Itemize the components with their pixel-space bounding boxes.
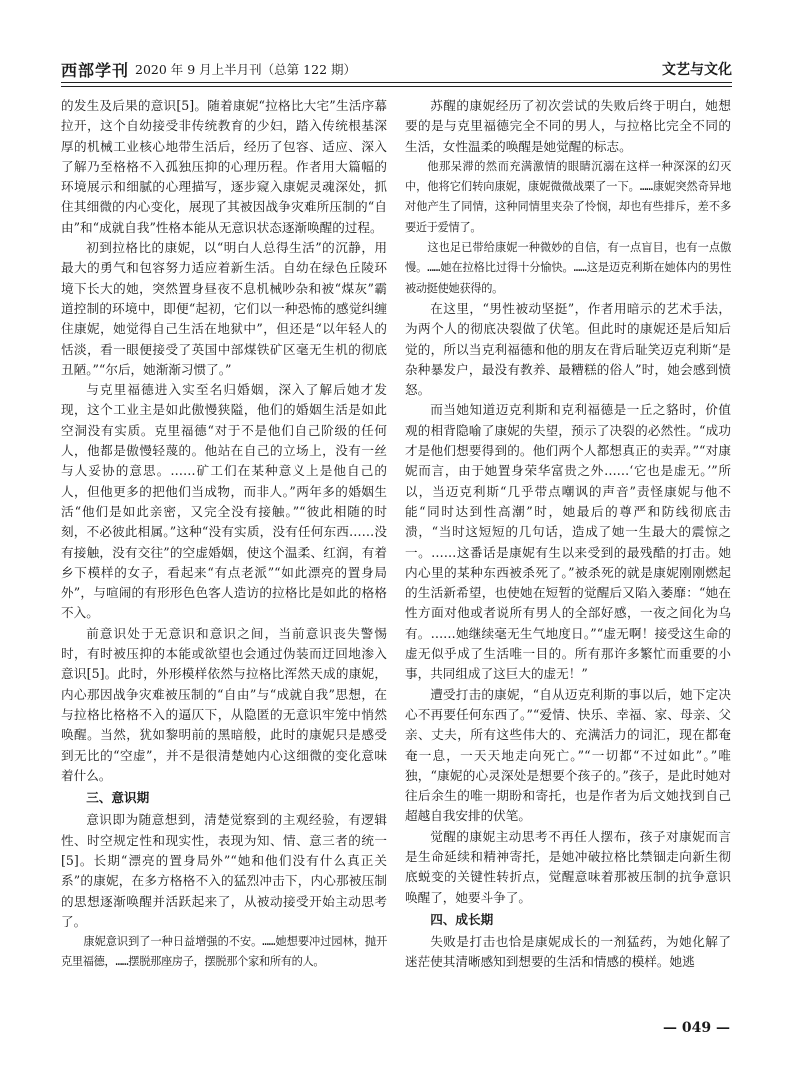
body-paragraph: 的发生及后果的意识[5]。随着康妮“拉格比大宅”生活序幕拉开，这个自幼接受非传统教育的少妇，踏入传统根基深厚的机械工业核心地带生活后，经历了包容、适应、深入了解乃至格格不入孤独压抑的心理历程。作者用大篇幅的环境展示和细腻的心理描写，逐步窥入康妮灵魂深处，抓住其细微的内心变化，展现了其被因战争灾难所压制的“自由”和“成就自我”性格本能从无意识状态逐渐唤醒的过程。: [61, 98, 387, 235]
header-rule-thin: [61, 86, 732, 87]
body-paragraph: 在这里，“男性被动坚挺”，作者用暗示的艺术手法，为两个人的彻底决裂做了伏笔。但此时的康妮还是后知后觉的，所以当克利福德和他的朋友在背后耻笑迈克利斯“是杂种暴发户，最没有教养、最糟糕的俗人”时，她会感到愤怒。: [405, 300, 731, 398]
issue-info: 2020 年 9 月上半月刊（总第 122 期）: [135, 62, 356, 77]
body-paragraph: 前意识处于无意识和意识之间，当前意识丧失警惕时，有时被压抑的本能或欲望也会通过伪装而迂回地渗入意识[5]。此时，外形模样依然与拉格比浑然天成的康妮，内心那因战争灾难被压制的“自由”与“成就自我”思想，在与拉格比格格不入的逼仄下，从隐匿的无意识牢笼中悄然唤醒。当然，犹如黎明前的黑暗般，此时的康妮只是感受到无比的“空虚”，并不是很清楚她内心这细微的变化意味着什么。: [61, 625, 387, 783]
section-heading: 三、意识期: [86, 790, 150, 806]
body-paragraph: 意识即为随意想到，清楚觉察到的主观经验，有逻辑性、时空规定性和现实性，表现为知、情、意三者的统一[5]。长期“漂亮的置身局外”“她和他们没有什么真正关系”的康妮，在多方格格不入的猛烈冲击下，内心那被压制的思想逐渐唤醒并活跃起来了，从被动接受开始主动思考了。: [61, 812, 387, 929]
body-paragraph: 初到拉格比的康妮，以“明白人总得生活”的沉静，用最大的勇气和包容努力适应着新生活。自幼在绿色丘陵环境下长大的她，突然置身昼夜不息机械吵杂和被“煤灰”霸道控制的环境中，即便“起初，它们以一种恐怖的感觉纠缠住康妮，她觉得自己生活在地狱中”，但还是“以年轻人的恬淡，看一眼便接受了英国中部煤铁矿区毫无生机的彻底丑陋。”“尔后，她渐渐习惯了。”: [61, 240, 387, 377]
body-paragraph: 与克里福德进入实至名归婚姻，深入了解后她才发现，这个工业主是如此傲慢狭隘，他们的婚姻生活是如此空洞没有实质。克里福德“对于不是他们自己阶级的任何人，他都是傲慢轻蔑的。他站在自己的立场上，没有一丝与人妥协的意思。……矿工们在某种意义上是他自己的人，但他更多的把他们当成物，而非人。”两年多的婚姻生活“他们是如此亲密，又完全没有接触。”“彼此相随的时刻，不必彼此相属。”这种“没有实质，没有任何东西……没有接触，没有交往”的空虚婚姻，使这个温柔、红润，有着乡下模样的女子，看起来“有点老派”“如此漂亮的置身局外”，与喧闹的有形形色色客人造访的拉格比是如此的格格不入。: [61, 382, 387, 621]
body-paragraph: 失败是打击也恰是康妮成长的一剂猛药，为她化解了迷茫使其清晰感知到想要的生活和情感的模样。她逃: [405, 934, 731, 970]
block-quote: 他那呆滞的然而充满激情的眼睛沉溺在这样一种深深的幻灭中，他将它们转向康妮，康妮微微战栗了一下。……康妮突然奇异地对他产生了同情，这种同情里夹杂了怜悯，却也有些排斥，差不多要近于爱情了。: [405, 159, 731, 234]
block-quote: 这也足已带给康妮一种微妙的自信，有一点盲目，也有一点傲慢。……她在拉格比过得十分愉快。……这是迈克利斯在她体内的男性被动挺使她获得的。: [405, 241, 731, 295]
left-column: [61, 96, 387, 973]
body-paragraph: 而当她知道迈克利斯和克利福德是一丘之貉时，价值观的相背隐喻了康妮的失望，预示了决裂的必然性。“成功才是他们想要得到的。他们两个人都想真正的卖弄。”“对康妮而言，由于她置身荣华富贵之外……‘它也是虚无。’”所以，当迈克利斯“几乎带点嘲讽的声音”责怪康妮与他不能“同时达到性高潮”时，她最后的尊严和防线彻底击溃，“当时这短短的几句话，造成了她一生最大的震惊之一。……这番话是康妮有生以来受到的最残酷的打击。她内心里的某种东西被杀死了。”被杀死的就是康妮刚刚燃起的生活新希望，也使她在短暂的觉醒后又陷入萎靡：“她在性方面对他或者说所有男人的全部好感，一夜之间化为乌有。……她继续毫无生气地度日。”“虚无啊！接受这生命的虚无似乎成了生活唯一目的。所有那许多繁忙而重要的小事，共同组成了这巨大的虚无！”: [405, 402, 731, 682]
page-header: [61, 58, 732, 82]
body-paragraph: 遭受打击的康妮，“自从迈克利斯的事以后，她下定决心不再要任何东西了。”“爱情、快乐、幸福、家、母亲、父亲、丈夫，所有这些伟大的、充满活力的词汇，现在都奄奄一息，一天天地走向死亡。”“一切都“不过如此”。”唯独，“康妮的心灵深处是想要个孩子的。”孩子，是此时她对往后余生的唯一期盼和寄托，也是作者为后文她找到自己超越自我安排的伏笔。: [405, 686, 731, 824]
body-paragraph: 苏醒的康妮经历了初次尝试的失败后终于明白，她想要的是与克里福德完全不同的男人，与拉格比完全不同的生活，女性温柔的唤醒是她觉醒的标志。: [405, 98, 731, 154]
block-quote: 康妮意识到了一种日益增强的不安。……她想要冲过园林，抛开克里福德，……摆脱那座房子，摆脱那个家和所有的人。: [61, 935, 387, 969]
right-column: [405, 96, 731, 973]
body-paragraph: 觉醒的康妮主动思考不再任人摆布，孩子对康妮而言是生命延续和精神寄托，是她冲破拉格比禁锢走向新生彻底蜕变的关键性转折点，觉醒意味着那被压制的抗争意识唤醒了，她要斗争了。: [405, 828, 731, 905]
journal-logo: 西部学刊: [61, 61, 130, 80]
page-number: — 049 —: [663, 1020, 730, 1036]
header-rule-thick: [61, 82, 732, 83]
section-title: 文艺与文化: [662, 62, 732, 78]
section-heading: 四、成长期: [430, 911, 494, 927]
